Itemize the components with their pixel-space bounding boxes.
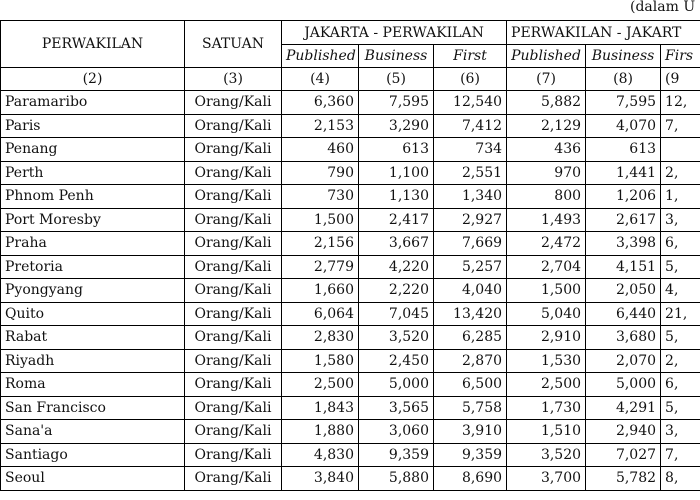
value-cell: 5,000 (586, 373, 661, 397)
table-row (1, 373, 700, 397)
value-cell: 7, (661, 114, 700, 138)
value-cell: 7,669 (434, 232, 507, 256)
perwakilan-cell: Riyadh (1, 349, 185, 373)
value-cell: 2,472 (507, 232, 586, 256)
perwakilan-cell: Rabat (1, 326, 185, 350)
value-cell: 9,359 (434, 443, 507, 467)
perwakilan-cell: Praha (1, 232, 185, 256)
subheader-business: Business (586, 45, 661, 68)
value-cell: 2,940 (586, 420, 661, 444)
col-number: (4) (282, 68, 359, 91)
value-cell: 460 (282, 138, 359, 162)
table-row (1, 232, 700, 256)
value-cell: 4,220 (359, 255, 434, 279)
col-number: (6) (434, 68, 507, 91)
value-cell: 3, (661, 420, 700, 444)
value-cell: 1,530 (507, 349, 586, 373)
perwakilan-cell: Paramaribo (1, 91, 185, 115)
table-row (1, 420, 700, 444)
value-cell: 790 (282, 161, 359, 185)
value-cell: 3,910 (434, 420, 507, 444)
value-cell: 2,500 (507, 373, 586, 397)
perwakilan-cell: Seoul (1, 467, 185, 491)
value-cell: 12, (661, 91, 700, 115)
value-cell: 5, (661, 255, 700, 279)
value-cell: 6, (661, 232, 700, 256)
value-cell: 13,420 (434, 302, 507, 326)
value-cell: 3,290 (359, 114, 434, 138)
value-cell: 2,910 (507, 326, 586, 350)
value-cell: 2,500 (282, 373, 359, 397)
value-cell: 2,153 (282, 114, 359, 138)
header-satuan: SATUAN (185, 21, 282, 68)
value-cell: 1,130 (359, 185, 434, 209)
value-cell: 2,129 (507, 114, 586, 138)
value-cell: 1,206 (586, 185, 661, 209)
value-cell: 6, (661, 373, 700, 397)
value-cell: 3,398 (586, 232, 661, 256)
header-group-perwakilan-jakarta: PERWAKILAN - JAKART (507, 21, 700, 45)
table-row (1, 443, 700, 467)
value-cell: 4,291 (586, 396, 661, 420)
value-cell: 8,690 (434, 467, 507, 491)
value-cell: 970 (507, 161, 586, 185)
value-cell: 6,500 (434, 373, 507, 397)
value-cell: 2,220 (359, 279, 434, 303)
value-cell: 3,565 (359, 396, 434, 420)
value-cell: 6,440 (586, 302, 661, 326)
table-row (1, 349, 700, 373)
value-cell: 1,510 (507, 420, 586, 444)
value-cell: 5,257 (434, 255, 507, 279)
value-cell: 613 (359, 138, 434, 162)
value-cell: 6,285 (434, 326, 507, 350)
satuan-cell: Orang/Kali (185, 302, 282, 326)
satuan-cell: Orang/Kali (185, 396, 282, 420)
perwakilan-cell: Pretoria (1, 255, 185, 279)
col-number: (8) (586, 68, 661, 91)
value-cell: 613 (586, 138, 661, 162)
subheader-first: First (434, 45, 507, 68)
value-cell: 1,441 (586, 161, 661, 185)
perwakilan-cell: San Francisco (1, 396, 185, 420)
value-cell: 7,045 (359, 302, 434, 326)
perwakilan-cell: Sana'a (1, 420, 185, 444)
subheader-first: Firs (661, 45, 700, 68)
value-cell: 1,100 (359, 161, 434, 185)
value-cell: 4,070 (586, 114, 661, 138)
value-cell: 7,027 (586, 443, 661, 467)
value-cell: 800 (507, 185, 586, 209)
value-cell: 7, (661, 443, 700, 467)
value-cell: 2,704 (507, 255, 586, 279)
satuan-cell: Orang/Kali (185, 138, 282, 162)
value-cell: 4,830 (282, 443, 359, 467)
value-cell: 1,880 (282, 420, 359, 444)
value-cell (661, 138, 700, 162)
col-number: (7) (507, 68, 586, 91)
value-cell: 12,540 (434, 91, 507, 115)
table-row (1, 279, 700, 303)
value-cell: 734 (434, 138, 507, 162)
value-cell: 2,050 (586, 279, 661, 303)
value-cell: 5,040 (507, 302, 586, 326)
table-row (1, 114, 700, 138)
satuan-cell: Orang/Kali (185, 373, 282, 397)
value-cell: 4, (661, 279, 700, 303)
satuan-cell: Orang/Kali (185, 114, 282, 138)
value-cell: 2, (661, 161, 700, 185)
satuan-cell: Orang/Kali (185, 467, 282, 491)
value-cell: 2,156 (282, 232, 359, 256)
table-row (1, 396, 700, 420)
satuan-cell: Orang/Kali (185, 443, 282, 467)
satuan-cell: Orang/Kali (185, 161, 282, 185)
value-cell: 7,595 (586, 91, 661, 115)
value-cell: 3,680 (586, 326, 661, 350)
table-row (1, 302, 700, 326)
value-cell: 1,730 (507, 396, 586, 420)
value-cell: 3,520 (507, 443, 586, 467)
value-cell: 2,927 (434, 208, 507, 232)
perwakilan-cell: Roma (1, 373, 185, 397)
col-number: (9 (661, 68, 700, 91)
value-cell: 2,617 (586, 208, 661, 232)
value-cell: 8, (661, 467, 700, 491)
value-cell: 7,595 (359, 91, 434, 115)
value-cell: 9,359 (359, 443, 434, 467)
value-cell: 730 (282, 185, 359, 209)
table-row (1, 91, 700, 115)
perwakilan-cell: Phnom Penh (1, 185, 185, 209)
table-row (1, 208, 700, 232)
satuan-cell: Orang/Kali (185, 326, 282, 350)
value-cell: 2,870 (434, 349, 507, 373)
value-cell: 3,667 (359, 232, 434, 256)
value-cell: 1,580 (282, 349, 359, 373)
subheader-published: Published (282, 45, 359, 68)
perwakilan-cell: Quito (1, 302, 185, 326)
perwakilan-cell: Port Moresby (1, 208, 185, 232)
satuan-cell: Orang/Kali (185, 279, 282, 303)
value-cell: 1, (661, 185, 700, 209)
value-cell: 3, (661, 208, 700, 232)
value-cell: 2,830 (282, 326, 359, 350)
value-cell: 4,040 (434, 279, 507, 303)
value-cell: 3,700 (507, 467, 586, 491)
value-cell: 21, (661, 302, 700, 326)
value-cell: 1,493 (507, 208, 586, 232)
value-cell: 6,064 (282, 302, 359, 326)
value-cell: 6,360 (282, 91, 359, 115)
value-cell: 436 (507, 138, 586, 162)
value-cell: 1,500 (282, 208, 359, 232)
value-cell: 1,340 (434, 185, 507, 209)
value-cell: 3,060 (359, 420, 434, 444)
value-cell: 5, (661, 326, 700, 350)
satuan-cell: Orang/Kali (185, 185, 282, 209)
subheader-business: Business (359, 45, 434, 68)
table-row (1, 467, 700, 491)
header-group-jakarta-perwakilan: JAKARTA - PERWAKILAN (282, 21, 507, 45)
value-cell: 5, (661, 396, 700, 420)
perwakilan-cell: Pyongyang (1, 279, 185, 303)
satuan-cell: Orang/Kali (185, 232, 282, 256)
perwakilan-cell: Santiago (1, 443, 185, 467)
value-cell: 2,551 (434, 161, 507, 185)
value-cell: 2,779 (282, 255, 359, 279)
satuan-cell: Orang/Kali (185, 420, 282, 444)
value-cell: 2,070 (586, 349, 661, 373)
header-perwakilan: PERWAKILAN (1, 21, 185, 68)
value-cell: 1,660 (282, 279, 359, 303)
subheader-published: Published (507, 45, 586, 68)
value-cell: 1,843 (282, 396, 359, 420)
unit-note: (dalam U (630, 0, 696, 15)
satuan-cell: Orang/Kali (185, 91, 282, 115)
value-cell: 3,520 (359, 326, 434, 350)
value-cell: 5,782 (586, 467, 661, 491)
col-number: (3) (185, 68, 282, 91)
value-cell: 5,758 (434, 396, 507, 420)
value-cell: 2,417 (359, 208, 434, 232)
perwakilan-cell: Paris (1, 114, 185, 138)
perwakilan-cell: Perth (1, 161, 185, 185)
value-cell: 7,412 (434, 114, 507, 138)
value-cell: 1,500 (507, 279, 586, 303)
table-row (1, 161, 700, 185)
col-number: (5) (359, 68, 434, 91)
col-number: (2) (1, 68, 185, 91)
fare-table (0, 20, 700, 491)
value-cell: 5,882 (507, 91, 586, 115)
table-row (1, 185, 700, 209)
value-cell: 2, (661, 349, 700, 373)
value-cell: 4,151 (586, 255, 661, 279)
value-cell: 3,840 (282, 467, 359, 491)
table-row (1, 326, 700, 350)
perwakilan-cell: Penang (1, 138, 185, 162)
satuan-cell: Orang/Kali (185, 208, 282, 232)
value-cell: 5,880 (359, 467, 434, 491)
satuan-cell: Orang/Kali (185, 349, 282, 373)
value-cell: 2,450 (359, 349, 434, 373)
table-row (1, 255, 700, 279)
satuan-cell: Orang/Kali (185, 255, 282, 279)
value-cell: 5,000 (359, 373, 434, 397)
table-row (1, 138, 700, 162)
